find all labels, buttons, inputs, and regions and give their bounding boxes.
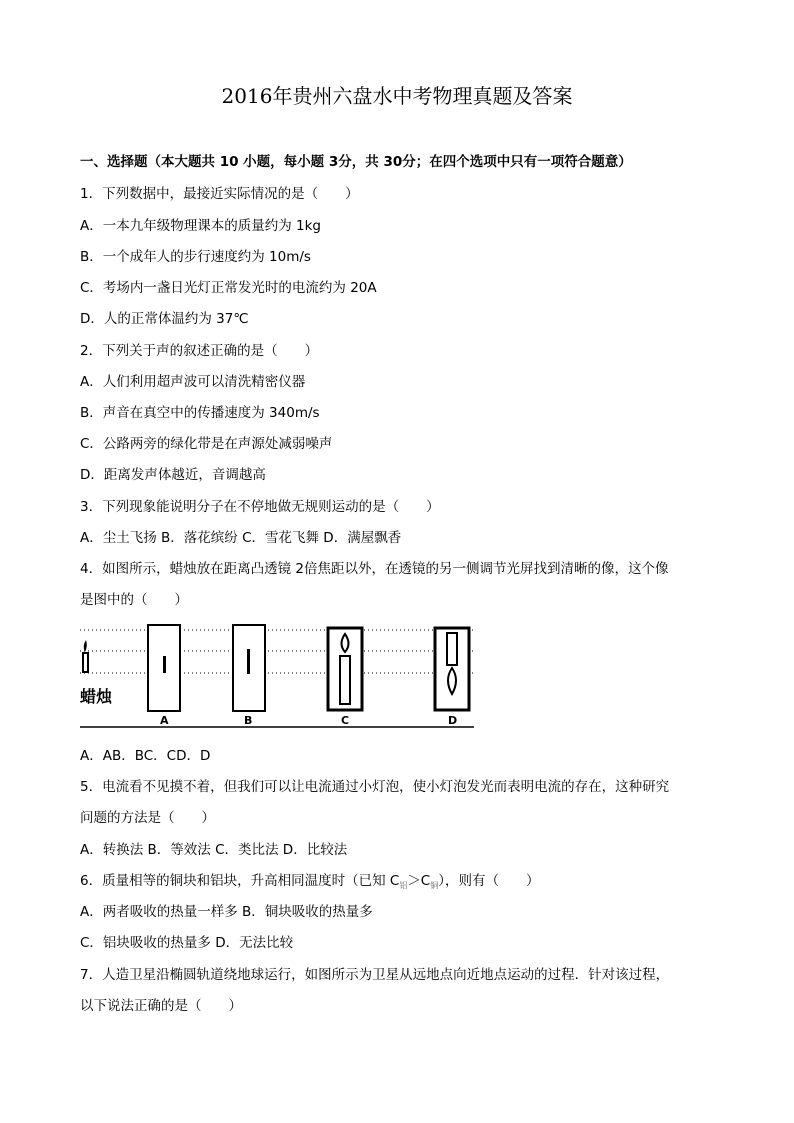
q6-subscript-copper: 铜 — [430, 881, 439, 890]
q2-option-d: D．距离发声体越近，音调越高 — [80, 467, 266, 483]
q6-options-line1: A．两者吸收的热量一样多 B．铜块吸收的热量多 — [80, 904, 373, 920]
q5-stem-line2: 问题的方法是（ ） — [80, 810, 215, 826]
q7-stem-line2: 以下说法正确的是（ ） — [80, 998, 242, 1014]
q1-option-b: B．一个成年人的步行速度约为 10m/s — [80, 249, 311, 265]
q4-stem-line2: 是图中的（ ） — [80, 592, 188, 608]
q1-stem: 1．下列数据中，最接近实际情况的是（ ） — [80, 186, 359, 202]
q3-options: A．尘土飞扬 B．落花缤纷 C．雪花飞舞 D．满屋飘香 — [80, 530, 402, 546]
q6-stem — [80, 869, 540, 891]
panel-label-d: D — [448, 714, 458, 727]
section-heading: 一、选择题（本大题共 10 小题，每小题 3分，共 30分；在四个选项中只有一项符合题意） — [80, 154, 632, 170]
q2-option-b: B．声音在真空中的传播速度为 340m/s — [80, 405, 320, 421]
q6-stem-suffix: ），则有（ ） — [438, 873, 540, 889]
q6-stem-prefix: 6．质量相等的铜块和铝块，升高相同温度时（已知 C — [80, 873, 400, 889]
q2-option-c: C．公路两旁的绿化带是在声源处减弱噪声 — [80, 436, 333, 452]
q4-options: A．AB．BC．CD．D — [80, 748, 211, 764]
q6-subscript-aluminum: 铝 — [399, 881, 408, 890]
q6-options-line2: C．铝块吸收的热量多 D．无法比较 — [80, 935, 294, 951]
q1-option-c: C．考场内一盏日光灯正常发光时的电流约为 20A — [80, 280, 377, 296]
panel-label-b: B — [244, 714, 253, 727]
q6-comparator: ＞C — [407, 873, 431, 889]
q3-stem: 3．下列现象能说明分子在不停地做无规则运动的是（ ） — [80, 499, 440, 515]
q1-option-a: A．一本九年级物理课本的质量约为 1kg — [80, 218, 322, 234]
q5-stem-line1: 5．电流看不见摸不着，但我们可以让电流通过小灯泡，使小灯泡发光而表明电流的存在，这种研究 — [80, 779, 670, 795]
panel-a-image — [163, 656, 166, 673]
candle-icon — [83, 640, 88, 672]
q2-stem: 2．下列关于声的叙述正确的是（ ） — [80, 343, 319, 359]
lens-image-figure — [78, 620, 478, 732]
candle-label: 蜡烛 — [80, 687, 113, 706]
panel-c-screen — [328, 628, 362, 710]
panel-b-image — [247, 649, 250, 674]
page-title: 2016年贵州六盘水中考物理真题及答案 — [221, 84, 573, 108]
q1-option-d: D．人的正常体温约为 37℃ — [80, 311, 249, 327]
q5-options: A．转换法 B．等效法 C．类比法 D．比较法 — [80, 842, 348, 858]
q4-stem-line1: 4．如图所示，蜡烛放在距离凸透镜 2倍焦距以外，在透镜的另一侧调节光屏找到清晰的像，这个像 — [80, 561, 669, 577]
panel-label-c: C — [341, 714, 350, 727]
q2-option-a: A．人们利用超声波可以清洗精密仪器 — [80, 374, 306, 390]
q7-stem-line1: 7．人造卫星沿椭圆轨道绕地球运行，如图所示为卫星从远地点向近地点运动的过程．针对该过程， — [80, 967, 670, 983]
panel-label-a: A — [160, 714, 169, 727]
